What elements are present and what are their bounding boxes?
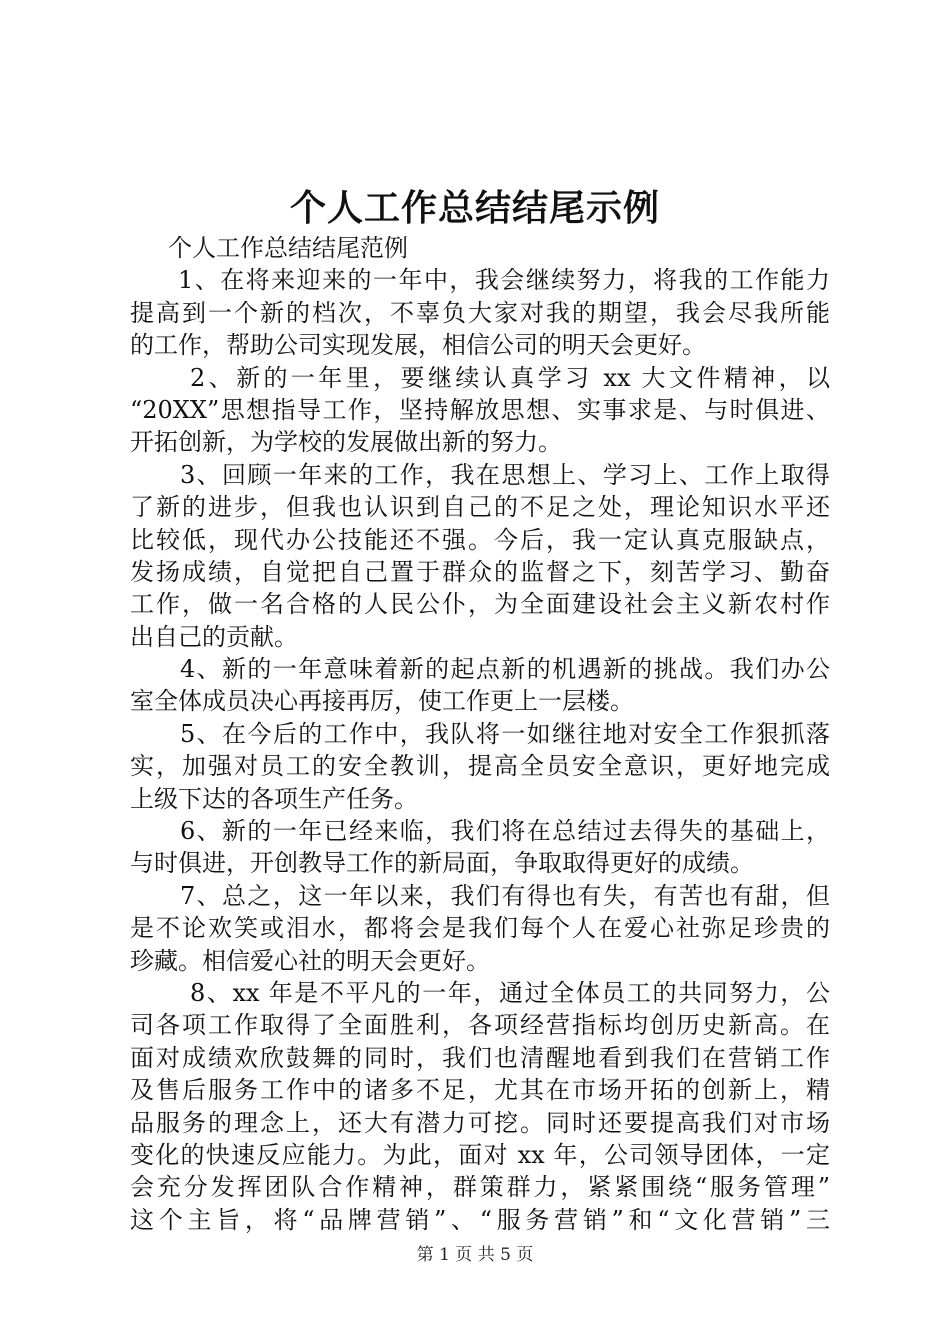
- body-line: 变化的快速反应能力。为此，面对 xx 年，公司领导团体，一定: [130, 1140, 830, 1169]
- body-line: 比较低，现代办公技能还不强。今后，我一定认真克服缺点，: [130, 525, 830, 554]
- body-line: 是不论欢笑或泪水，都将会是我们每个人在爱心社弥足珍贵的: [130, 914, 830, 943]
- body-line: “20XX”思想指导工作，坚持解放思想、实事求是、与时俱进、: [130, 395, 830, 424]
- body-line: 7、总之，这一年以来，我们有得也有失，有苦也有甜，但: [180, 881, 830, 910]
- page-footer: 第 1 页 共 5 页: [416, 1245, 534, 1265]
- body-line: 与时俱进，开创教导工作的新局面，争取取得更好的成绩。: [130, 849, 754, 878]
- body-line: 提高到一个新的档次，不辜负大家对我的期望，我会尽我所能: [130, 298, 830, 327]
- document-title: 个人工作总结结尾示例: [289, 187, 660, 229]
- subtitle-line: 个人工作总结结尾范例: [168, 234, 408, 262]
- body-line: 发扬成绩，自觉把自己置于群众的监督之下，刻苦学习、勤奋: [130, 557, 830, 586]
- body-line: 珍藏。相信爱心社的明天会更好。: [130, 946, 490, 975]
- body-line: 2、新的一年里，要继续认真学习 xx 大文件精神，以: [190, 363, 830, 392]
- document-body: [130, 232, 830, 1236]
- body-line: 3、回顾一年来的工作，我在思想上、学习上、工作上取得: [180, 460, 830, 489]
- body-line: 及售后服务工作中的诸多不足，尤其在市场开拓的创新上，精: [130, 1076, 830, 1105]
- body-line: 出自己的贡献。: [130, 622, 298, 651]
- body-line: 8、xx 年是不平凡的一年，通过全体员工的共同努力，公: [190, 978, 830, 1007]
- body-line: 了新的进步，但我也认识到自己的不足之处，理论知识水平还: [130, 493, 830, 522]
- body-line: 6、新的一年已经来临，我们将在总结过去得失的基础上，: [180, 817, 830, 846]
- body-line: 面对成绩欢欣鼓舞的同时，我们也清醒地看到我们在营销工作: [130, 1043, 830, 1072]
- body-line: 5、在今后的工作中，我队将一如继往地对安全工作狠抓落: [180, 719, 830, 748]
- body-line: 开拓创新，为学校的发展做出新的努力。: [130, 428, 562, 457]
- body-line: 1、在将来迎来的一年中，我会继续努力，将我的工作能力: [178, 266, 830, 295]
- body-line: 的工作，帮助公司实现发展，相信公司的明天会更好。: [130, 331, 706, 360]
- body-line: 这个主旨，将“品牌营销”、“服务营销”和“文化营销”三: [130, 1205, 830, 1234]
- body-line: 工作，做一名合格的人民公仆，为全面建设社会主义新农村作: [130, 590, 830, 619]
- body-line: 实，加强对员工的安全教训，提高全员安全意识，更好地完成: [130, 752, 830, 781]
- body-line: 室全体成员决心再接再厉，使工作更上一层楼。: [130, 687, 634, 716]
- body-line: 4、新的一年意味着新的起点新的机遇新的挑战。我们办公: [180, 655, 830, 684]
- body-line: 品服务的理念上，还大有潜力可挖。同时还要提高我们对市场: [130, 1108, 830, 1137]
- body-line: 司各项工作取得了全面胜利，各项经营指标均创历史新高。在: [130, 1011, 830, 1040]
- body-line: 上级下达的各项生产任务。: [130, 784, 418, 813]
- body-line: 会充分发挥团队合作精神，群策群力，紧紧围绕“服务管理”: [130, 1173, 830, 1202]
